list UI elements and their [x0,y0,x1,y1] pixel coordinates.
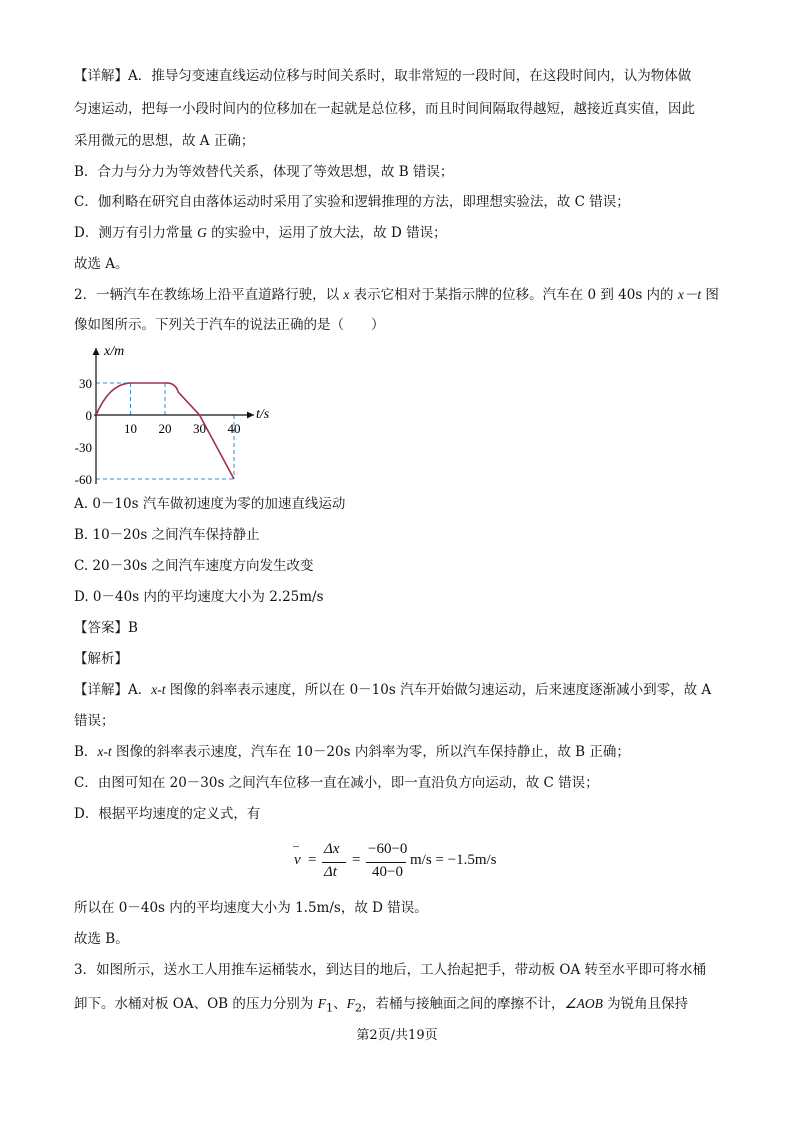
page-number: 第2页/共19页 [356,1028,438,1043]
y-tick-label: 0 [85,408,92,423]
x-axis-label: t/s [256,407,270,422]
subscript: 2 [354,1001,363,1015]
detail-line: 所以在 0－40s 内的平均速度大小为 1.5m/s，故 D 错误。 [74,900,428,916]
question-3-stem: 3．如图所示，送水工人用推车运桶装水，到达目的地后，工人抬起把手，带动板 OA 转至水平即可将水桶 [74,962,706,978]
symbol-angle-aob: ∠AOB [564,996,603,1011]
symbol-g: G [197,225,207,240]
analysis-label: 【解析】 [74,651,128,667]
numerator-value: −60−0 [368,841,408,857]
text-span: 卸下。水桶对板 OA、OB 的压力分别为 [74,996,318,1012]
detail-line: C．由图可知在 20－30s 之间汽车位移一直在减小，即一直沿负方向运动，故 C 错误； [74,775,599,791]
v-bar-symbol: – [293,838,299,852]
x-t-graph [60,338,290,490]
symbol-x-t: x-t [97,744,112,759]
text-span: B． [74,744,98,760]
question-3-stem [74,994,688,1019]
detail-line [74,680,711,700]
symbol-x-t: x-t [151,682,166,697]
option-a: A. 0－10s 汽车做初速度为零的加速直线运动 [74,496,346,512]
x-tick-label: 20 [158,421,172,436]
text-span: D．测万有引力常量 [74,225,198,241]
option-b: B. 10－20s 之间汽车保持静止 [74,527,260,543]
x-tick-label: 10 [124,421,137,436]
text-span: 2．一辆汽车在教练场上沿平直道路行驶，以 [74,287,344,303]
y-axis-label: x/m [104,344,125,359]
text-span: 图 [701,287,719,303]
symbol-f1: F [317,996,326,1011]
answer-label: 【答案】B [74,620,138,636]
option-c: C. 20－30s 之间汽车速度方向发生改变 [74,558,314,574]
y-tick-label: -30 [74,440,92,456]
text-span: 、 [333,996,347,1012]
x-tick-label: 30 [193,421,206,436]
symbol-f2: F [346,996,355,1011]
fraction-bar [322,862,346,863]
question-2-stem: 像如图所示。下列关于汽车的说法正确的是（ ） [74,317,385,333]
x-tick-label: 40 [227,421,241,436]
symbol-x: x [343,287,350,302]
v-symbol: v [294,852,301,868]
subscript: 1 [325,1001,334,1015]
numerator-dx: Δx [324,841,340,857]
text-line: C．伽利略在研究自由落体运动时采用了实验和逻辑推理的方法，即理想实验法，故 C 错误； [74,194,630,210]
text-span: 图像的斜率表示速度，汽车在 10－20s 内斜率为零，所以汽车保持静止，故 B 正确； [111,744,630,760]
text-line [74,223,447,243]
text-line: 【详解】A．推导匀变速直线运动位移与时间关系时，取非常短的一段时间，在这段时间内，认为物体做 [74,68,692,84]
text-span: 图像的斜率表示速度，所以在 0－10s 汽车开始做匀速运动，后来速度逐渐减小到零，故 A [165,682,712,698]
detail-line [74,742,630,762]
text-line: B．合力与分力为等效替代关系，体现了等效思想，故 B 错误； [74,164,454,180]
text-span: 【详解】A． [74,682,152,698]
detail-line: 故选 B。 [74,931,129,947]
symbol-x-t: x－t [677,287,702,302]
text-span: 为锐角且保持 [602,996,689,1012]
equals-sign: = [352,852,361,868]
text-span: 的实验中，运用了放大法，故 D 错误； [206,225,447,241]
text-line: 采用微元的思想，故 A 正确； [74,133,255,149]
text-line: 匀速运动，把每一小段时间内的位移加在一起就是总位移，而且时间间隔取得越短，越接近真实值，因此 [74,101,695,117]
fraction-bar [366,862,406,863]
text-line: 故选 A。 [74,256,129,272]
y-tick-label: -60 [74,472,92,488]
denominator-value: 40−0 [372,864,403,880]
denominator-dt: Δt [324,864,337,880]
equals-sign: = [308,852,317,868]
text-span: 表示它相对于某指示牌的位移。汽车在 0 到 40s 内的 [349,287,678,303]
option-d: D. 0－40s 内的平均速度大小为 2.25m/s [74,589,324,605]
formula-result: m/s = −1.5m/s [410,852,497,868]
text-span: ，若桶与接触面之间的摩擦不计， [362,996,565,1012]
y-tick-label: 30 [79,375,92,391]
question-2-stem [74,285,719,305]
detail-line: D．根据平均速度的定义式，有 [74,806,261,822]
detail-line: 错误； [74,713,115,729]
